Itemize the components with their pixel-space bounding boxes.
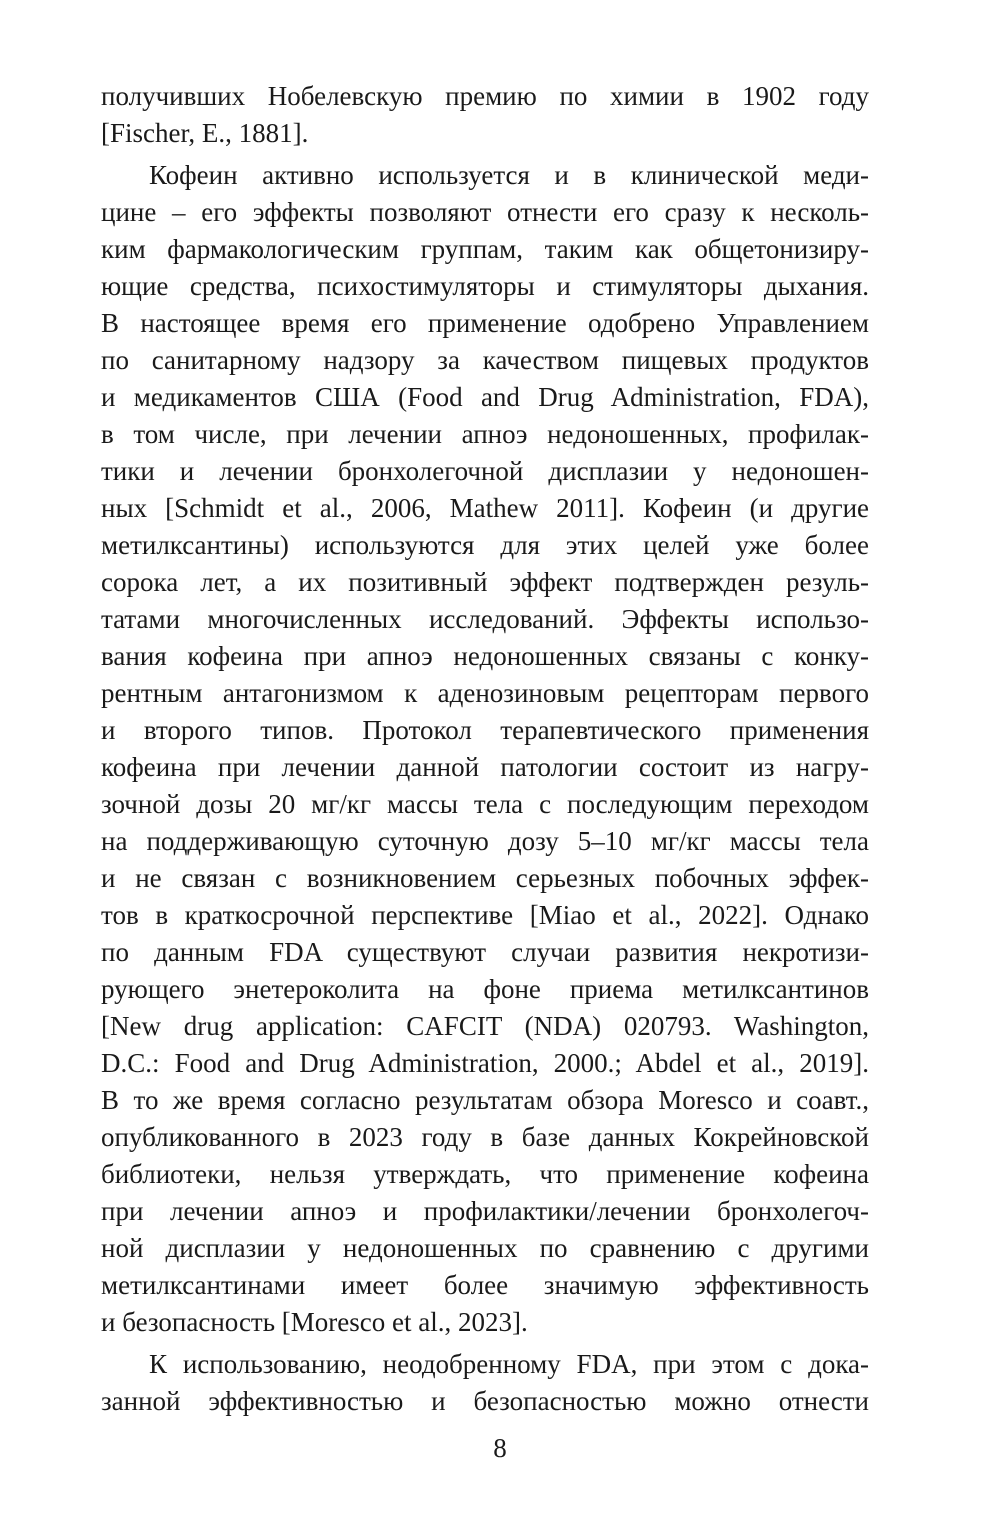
text-line: метилксантинами имеет более значимую эффективность [101,1270,869,1300]
text-line: татами многочисленных исследований. Эффекты использо- [101,604,869,634]
paragraph-1 [101,78,869,152]
text-line: получивших Нобелевскую премию по химии в 1902 году [101,81,869,111]
text-line: и медикаментов США (Food and Drug Administration, FDA), [101,382,869,412]
paragraph-2 [101,157,869,1341]
text-line: ющие средства, психостимуляторы и стимуляторы дыхания. [101,271,869,301]
text-line: В то же время согласно результатам обзора Moresco и соавт., [101,1085,869,1115]
text-line: К использованию, неодобренному FDA, при этом с дока- [149,1349,869,1379]
text-line: рующего энетероколита на фоне приема метилксантинов [101,974,869,1004]
text-line: ким фармакологическим группам, таким как общетонизиру- [101,234,869,264]
text-line: зочной дозы 20 мг/кг массы тела с последующим переходом [101,789,869,819]
text-line: [New drug application: CAFCIT (NDA) 020793. Washington, [101,1011,869,1041]
text-line: рентным антагонизмом к аденозиновым рецепторам первого [101,678,869,708]
text-line: библиотеки, нельзя утверждать, что применение кофеина [101,1159,869,1189]
text-line: и не связан с возникновением серьезных побочных эффек- [101,863,869,893]
text-line: [Fischer, E., 1881]. [101,118,309,148]
paragraph-3 [101,1346,869,1420]
text-line: метилксантины) используются для этих целей уже более [101,530,869,560]
text-line: ных [Schmidt et al., 2006, Mathew 2011]. Кофеин (и другие [101,493,869,523]
text-line: сорока лет, а их позитивный эффект подтвержден резуль- [101,567,869,597]
text-line: вания кофеина при апноэ недоношенных связаны с конку- [101,641,869,671]
text-line: и второго типов. Протокол терапевтического применения [101,715,869,745]
text-line: и безопасность [Moresco et al., 2023]. [101,1307,528,1337]
text-line: ной дисплазии у недоношенных по сравнению с другими [101,1233,869,1263]
text-line: D.C.: Food and Drug Administration, 2000.; Abdel et al., 2019]. [101,1048,869,1078]
text-line: на поддерживающую суточную дозу 5–10 мг/кг массы тела [101,826,869,856]
text-line: занной эффективностью и безопасностью можно отнести [101,1386,869,1416]
text-line: тов в краткосрочной перспективе [Miao et al., 2022]. Однако [101,900,869,930]
text-line: по данным FDA существуют случаи развития некротизи- [101,937,869,967]
text-line: Кофеин активно используется и в клинической меди- [149,160,869,190]
text-line: по санитарному надзору за качеством пищевых продуктов [101,345,869,375]
body-text [101,78,869,1420]
text-line: при лечении апноэ и профилактики/лечении бронхолегоч- [101,1196,869,1226]
text-line: цине – его эффекты позволяют отнести его сразу к несколь- [101,197,869,227]
page-number: 8 [493,1433,507,1463]
text-line: кофеина при лечении данной патологии состоит из нагру- [101,752,869,782]
text-line: тики и лечении бронхолегочной дисплазии у недоношен- [101,456,869,486]
text-line: В настоящее время его применение одобрено Управлением [101,308,869,338]
text-line: в том числе, при лечении апноэ недоношенных, профилак- [101,419,869,449]
text-line: опубликованного в 2023 году в базе данных Кокрейновской [101,1122,869,1152]
